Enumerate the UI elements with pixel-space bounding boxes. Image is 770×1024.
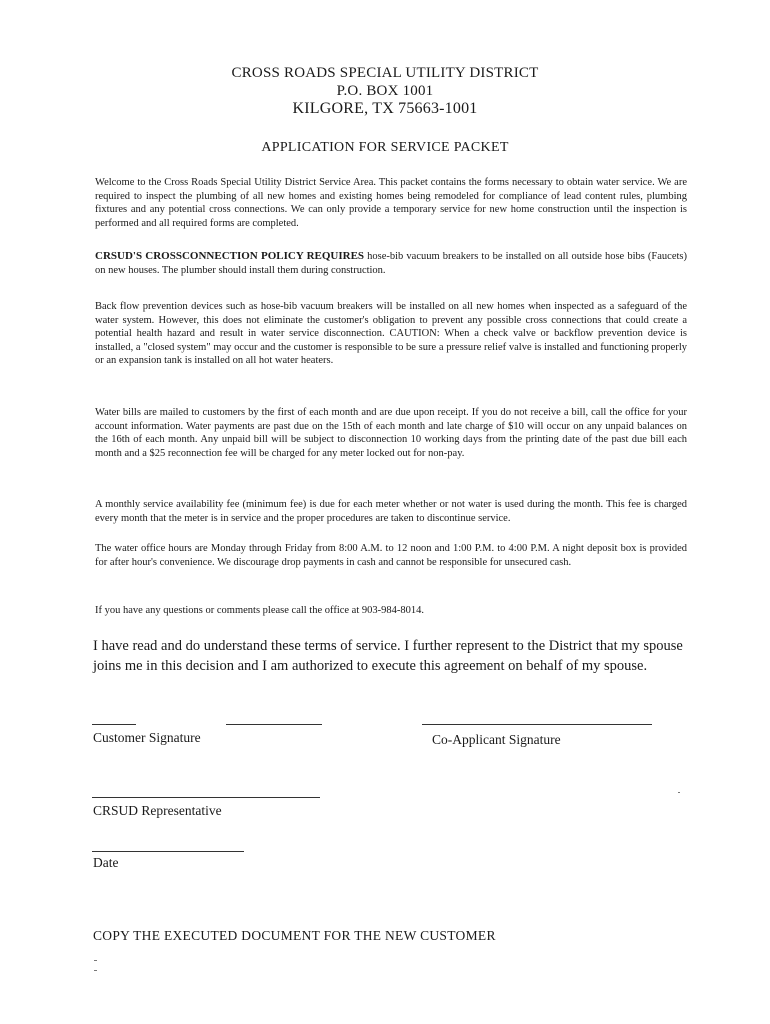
org-name: CROSS ROADS SPECIAL UTILITY DISTRICT (231, 65, 539, 81)
policy-heading: CRSUD'S CROSSCONNECTION POLICY REQUIRES (95, 250, 365, 262)
welcome-paragraph: Welcome to the Cross Roads Special Utility District Service Area. This packet contains the forms necessary to obtain water service. We are required to inspect the plumbing of all new homes and existing homes being remodeled for compliance of lead content rules, plumbing fixtures and any potential cross connections. We can only provide a temporary service for new home construction until the inspection is performed and all required forms are completed. (95, 177, 687, 229)
date-label: Date (93, 855, 119, 870)
customer-signature-line[interactable] (226, 724, 322, 725)
crossconnection-policy-paragraph (95, 250, 687, 277)
packet-title: APPLICATION FOR SERVICE PACKET (261, 140, 509, 155)
copy-instruction: COPY THE EXECUTED DOCUMENT FOR THE NEW CUSTOMER (93, 928, 496, 943)
scan-artifact (94, 960, 97, 961)
backflow-paragraph: Back flow prevention devices such as hose-bib vacuum breakers will be installed on all new homes when inspected as a safeguard of the water system. However, this does not eliminate the customer's obligation to prevent any possible cross connections that could create a potential health hazard and result in water service disconnection. CAUTION: When a check valve or backflow prevention device is installed, a "closed system" may occur and the customer is responsible to be sure a pressure relief valve is installed and functioning properly or an expansion tank is installed on all hot water heaters. (95, 301, 687, 366)
policy-text: hose-bib vacuum breakers to be installed on all outside hose bibs (Faucets) on new houses. The plumber should install them during construction. (95, 251, 687, 276)
representative-signature-line[interactable] (92, 797, 320, 798)
co-applicant-signature-line[interactable] (422, 724, 652, 725)
scan-artifact (94, 970, 97, 971)
customer-signature-label: Customer Signature (93, 730, 201, 745)
availability-fee-paragraph: A monthly service availability fee (minimum fee) is due for each meter whether or not water is used during the month. This fee is charged every month that the meter is in service and the proper procedures are taken to discontinue service. (95, 499, 687, 524)
office-hours-paragraph: The water office hours are Monday through Friday from 8:00 A.M. to 12 noon and 1:00 P.M. to 4:00 P.M. A night deposit box is provided for after hour's convenience. We discourage drop payments in cash and cannot be responsible for unsecured cash. (95, 543, 687, 568)
attestation-statement: I have read and do understand these terms of service. I further represent to the District that my spouse joins me in this decision and I am authorized to execute this agreement on behalf of my spouse. (93, 638, 683, 674)
scan-artifact (678, 792, 680, 793)
customer-signature-line-left (92, 724, 136, 725)
representative-label: CRSUD Representative (93, 803, 222, 818)
billing-paragraph: Water bills are mailed to customers by the first of each month and are due upon receipt. If you do not receive a bill, call the office for your account information. Water payments are past due on the 15th of each month and late charge of $10 will occur on any unpaid balances on the 16th of each month. Any unpaid bill will be subject to disconnection 10 working days from the printing date of the past due bill each month and a $25 reconnection fee will be charged for any meter locked out for non-pay. (95, 407, 687, 459)
city-line: KILGORE, TX 75663-1001 (292, 100, 478, 117)
co-applicant-signature-label: Co-Applicant Signature (432, 732, 561, 747)
po-box: P.O. BOX 1001 (336, 83, 434, 99)
date-line[interactable] (92, 851, 244, 852)
questions-paragraph: If you have any questions or comments please call the office at 903-984-8014. (95, 605, 425, 616)
letterhead (0, 64, 770, 118)
